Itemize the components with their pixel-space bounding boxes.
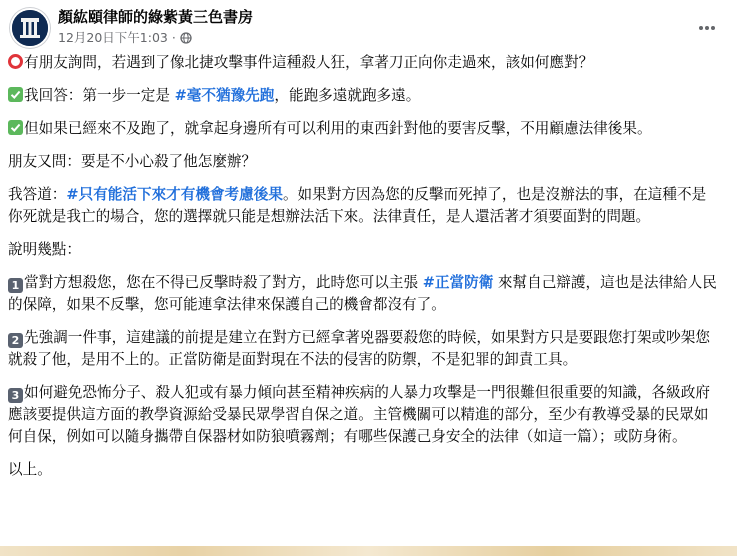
check-mark-icon bbox=[8, 87, 23, 102]
paragraph-text: 我回答：第一步一定是 bbox=[24, 87, 175, 104]
paragraph-text: 先強調一件事，這建議的前提是建立在對方已經拿著兇器要殺您的時候，如果對方只是要跟您打架或吵架您就殺了他，是用不上的。正當防衛是面對現在不法的侵害的防禦，不是犯罪的卸責工具。 bbox=[8, 329, 710, 368]
hashtag-link[interactable]: #毫不猶豫先跑 bbox=[174, 87, 275, 104]
page-avatar[interactable] bbox=[10, 8, 50, 48]
post-meta bbox=[58, 28, 192, 47]
paragraph-follow-up bbox=[8, 151, 720, 173]
paragraph-reply bbox=[8, 184, 720, 228]
page-name[interactable]: 顏紘頤律師的綠紫黃三色書房 bbox=[58, 8, 254, 26]
more-options-button[interactable] bbox=[693, 14, 721, 42]
red-circle-icon bbox=[8, 54, 23, 69]
paragraph-text: 當對方想殺您，您在不得已反擊時殺了對方，此時您可以主張 bbox=[24, 274, 423, 291]
paragraph-answer-2 bbox=[8, 118, 720, 140]
paragraph-point-2 bbox=[8, 327, 720, 371]
more-horizontal-icon bbox=[697, 18, 717, 38]
hashtag-link[interactable]: #正當防衛 bbox=[422, 274, 494, 291]
avatar-logo-icon bbox=[12, 10, 48, 46]
keycap-number-icon: 2 bbox=[8, 333, 23, 348]
paragraph-point-1 bbox=[8, 272, 720, 316]
paragraph-text: 說明幾點： bbox=[8, 241, 81, 258]
paragraph-text: ，能跑多遠就跑多遠。 bbox=[274, 87, 421, 104]
post-header bbox=[8, 4, 729, 50]
paragraph-text: 有朋友詢問，若遇到了像北捷攻擊事件這種殺人狂，拿著刀正向你走過來，該如何應對？ bbox=[24, 54, 594, 71]
post-body bbox=[8, 52, 720, 481]
keycap-number-icon: 1 bbox=[8, 278, 23, 293]
globe-icon[interactable] bbox=[180, 32, 192, 47]
meta-separator: · bbox=[171, 30, 176, 45]
paragraph-text: 。如果對方因為您的反擊而死掉了，也是沒辦法的事，在這種不是你死就是我亡的場合，您的選擇就只能是想辦法活下來。法律責任，是人還活著才須要面對的問題。 bbox=[8, 186, 707, 225]
paragraph-text: 但如果已經來不及跑了，就拿起身邊所有可以利用的東西針對他的要害反擊，不用顧慮法律後果。 bbox=[24, 120, 652, 137]
paragraph-answer-1 bbox=[8, 85, 720, 107]
paragraph-point-3 bbox=[8, 382, 720, 448]
check-mark-icon bbox=[8, 120, 23, 135]
paragraph-text: 以上。 bbox=[8, 461, 52, 478]
keycap-number-icon: 3 bbox=[8, 388, 23, 403]
paragraph-text: 我答道： bbox=[8, 186, 67, 203]
paragraph-notes-heading bbox=[8, 239, 720, 261]
hashtag-link[interactable]: #只有能活下來才有機會考慮後果 bbox=[66, 186, 283, 203]
paragraph-question bbox=[8, 52, 720, 74]
attached-image-edge[interactable] bbox=[0, 546, 737, 556]
paragraph-closing bbox=[8, 459, 720, 481]
paragraph-text: 朋友又問：要是不小心殺了他怎麼辦？ bbox=[8, 153, 257, 170]
post-timestamp[interactable]: 12月20日下午1:03 bbox=[58, 30, 168, 45]
paragraph-text: 來幫自己辯護，這也是法律給人民的保障，如果不反擊，您可能連拿法律來保護自己的機會都沒有了。 bbox=[8, 274, 717, 313]
paragraph-text: 如何避免恐怖分子、殺人犯或有暴力傾向甚至精神疾病的人暴力攻擊是一門很難但很重要的知識，各級政府應該要提供這方面的教學資源給受暴民眾學習自保之道。主管機關可以精進的部分，至少有教導受暴的民眾如何自保，例如可以隨身攜帶自保器材如防狼噴霧劑；有哪些保護己身安全的法律（如這一篇）；或防身術。 bbox=[8, 384, 710, 445]
